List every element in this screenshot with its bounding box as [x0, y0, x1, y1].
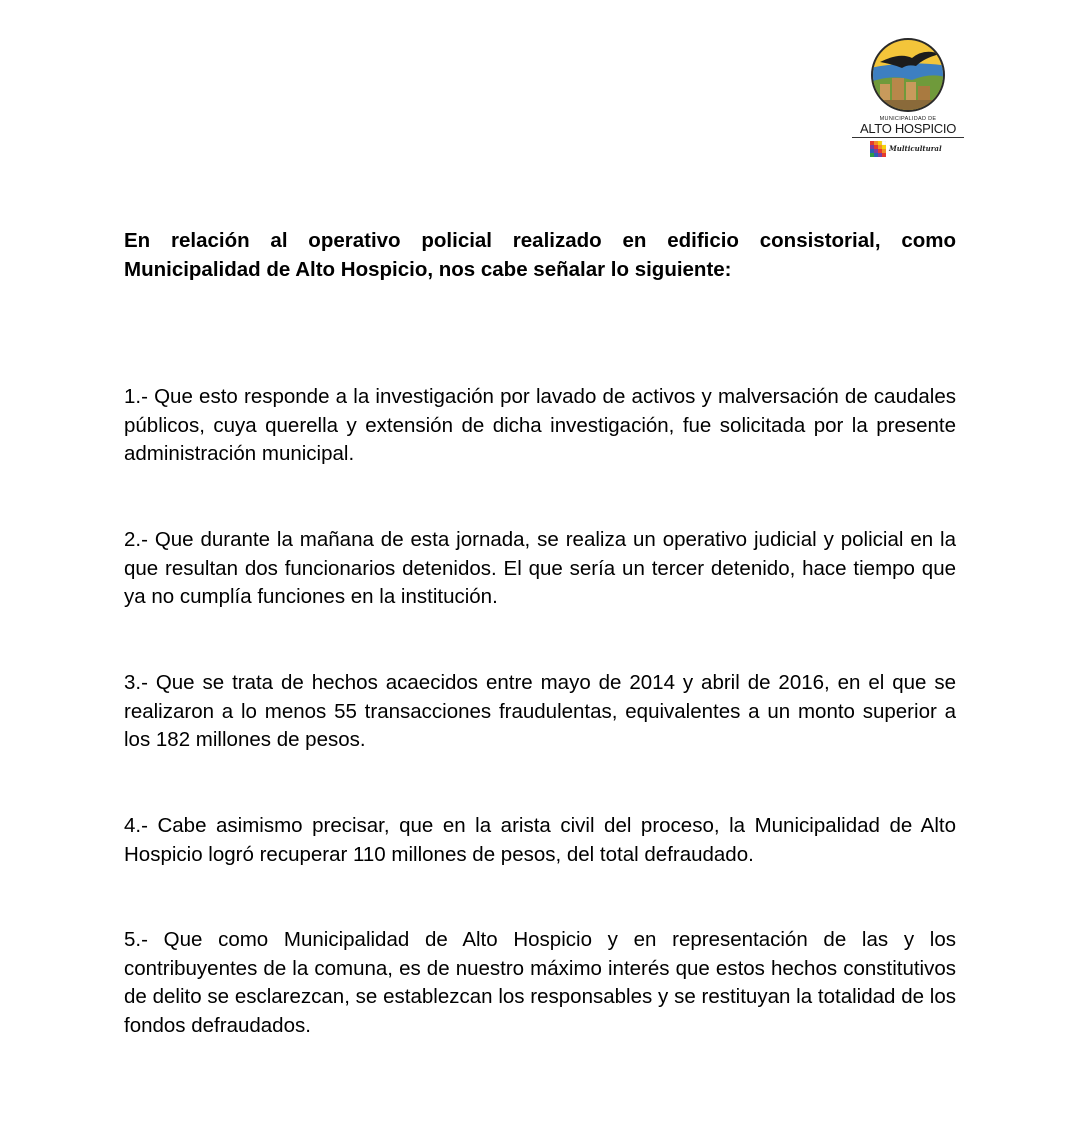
statement-item-4: 4.- Cabe asimismo precisar, que en la arista civil del proceso, la Municipalidad de Alto Hospicio logró recuperar 110 millones de pesos, del total defraudado. [124, 814, 956, 866]
wiphala-flag-icon [870, 141, 886, 157]
statement-item-3: 3.- Que se trata de hechos acaecidos entre mayo de 2014 y abril de 2016, en el que se realizaron a lo menos 55 transacciones fraudulentas, equivalentes a un monto superior a los 182 millones de pesos. [124, 671, 956, 751]
logo-municipality-label: MUNICIPALIDAD DE [879, 116, 937, 122]
condor-emblem-icon [852, 38, 964, 116]
statement-item-5: 5.- Que como Municipalidad de Alto Hospicio y en representación de las y los contribuyentes de la comuna, es de nuestro máximo interés que estos hechos constitutivos de delito se esclarezcan, se establezcan los responsables y se restituyan la totalidad de los fondos defraudados. [124, 928, 956, 1037]
logo-city-name: ALTO HOSPICIO [852, 122, 964, 138]
logo-tagline: Multicultural [889, 144, 942, 153]
statement-item-2: 2.- Que durante la mañana de esta jornada, se realiza un operativo judicial y policial en la que resultan dos funcionarios detenidos. El que sería un tercer detenido, hace tiempo que ya no cumplía funciones en la institución. [124, 528, 956, 608]
municipal-logo [852, 38, 964, 162]
statement-item-1: 1.- Que esto responde a la investigación por lavado de activos y malversación de caudales públicos, cuya querella y extensión de dicha investigación, fue solicitada por la presente administración municipal. [124, 385, 956, 465]
statement-intro: En relación al operativo policial realizado en edificio consistorial, como Municipalidad de Alto Hospicio, nos cabe señalar lo siguiente: [124, 229, 956, 281]
